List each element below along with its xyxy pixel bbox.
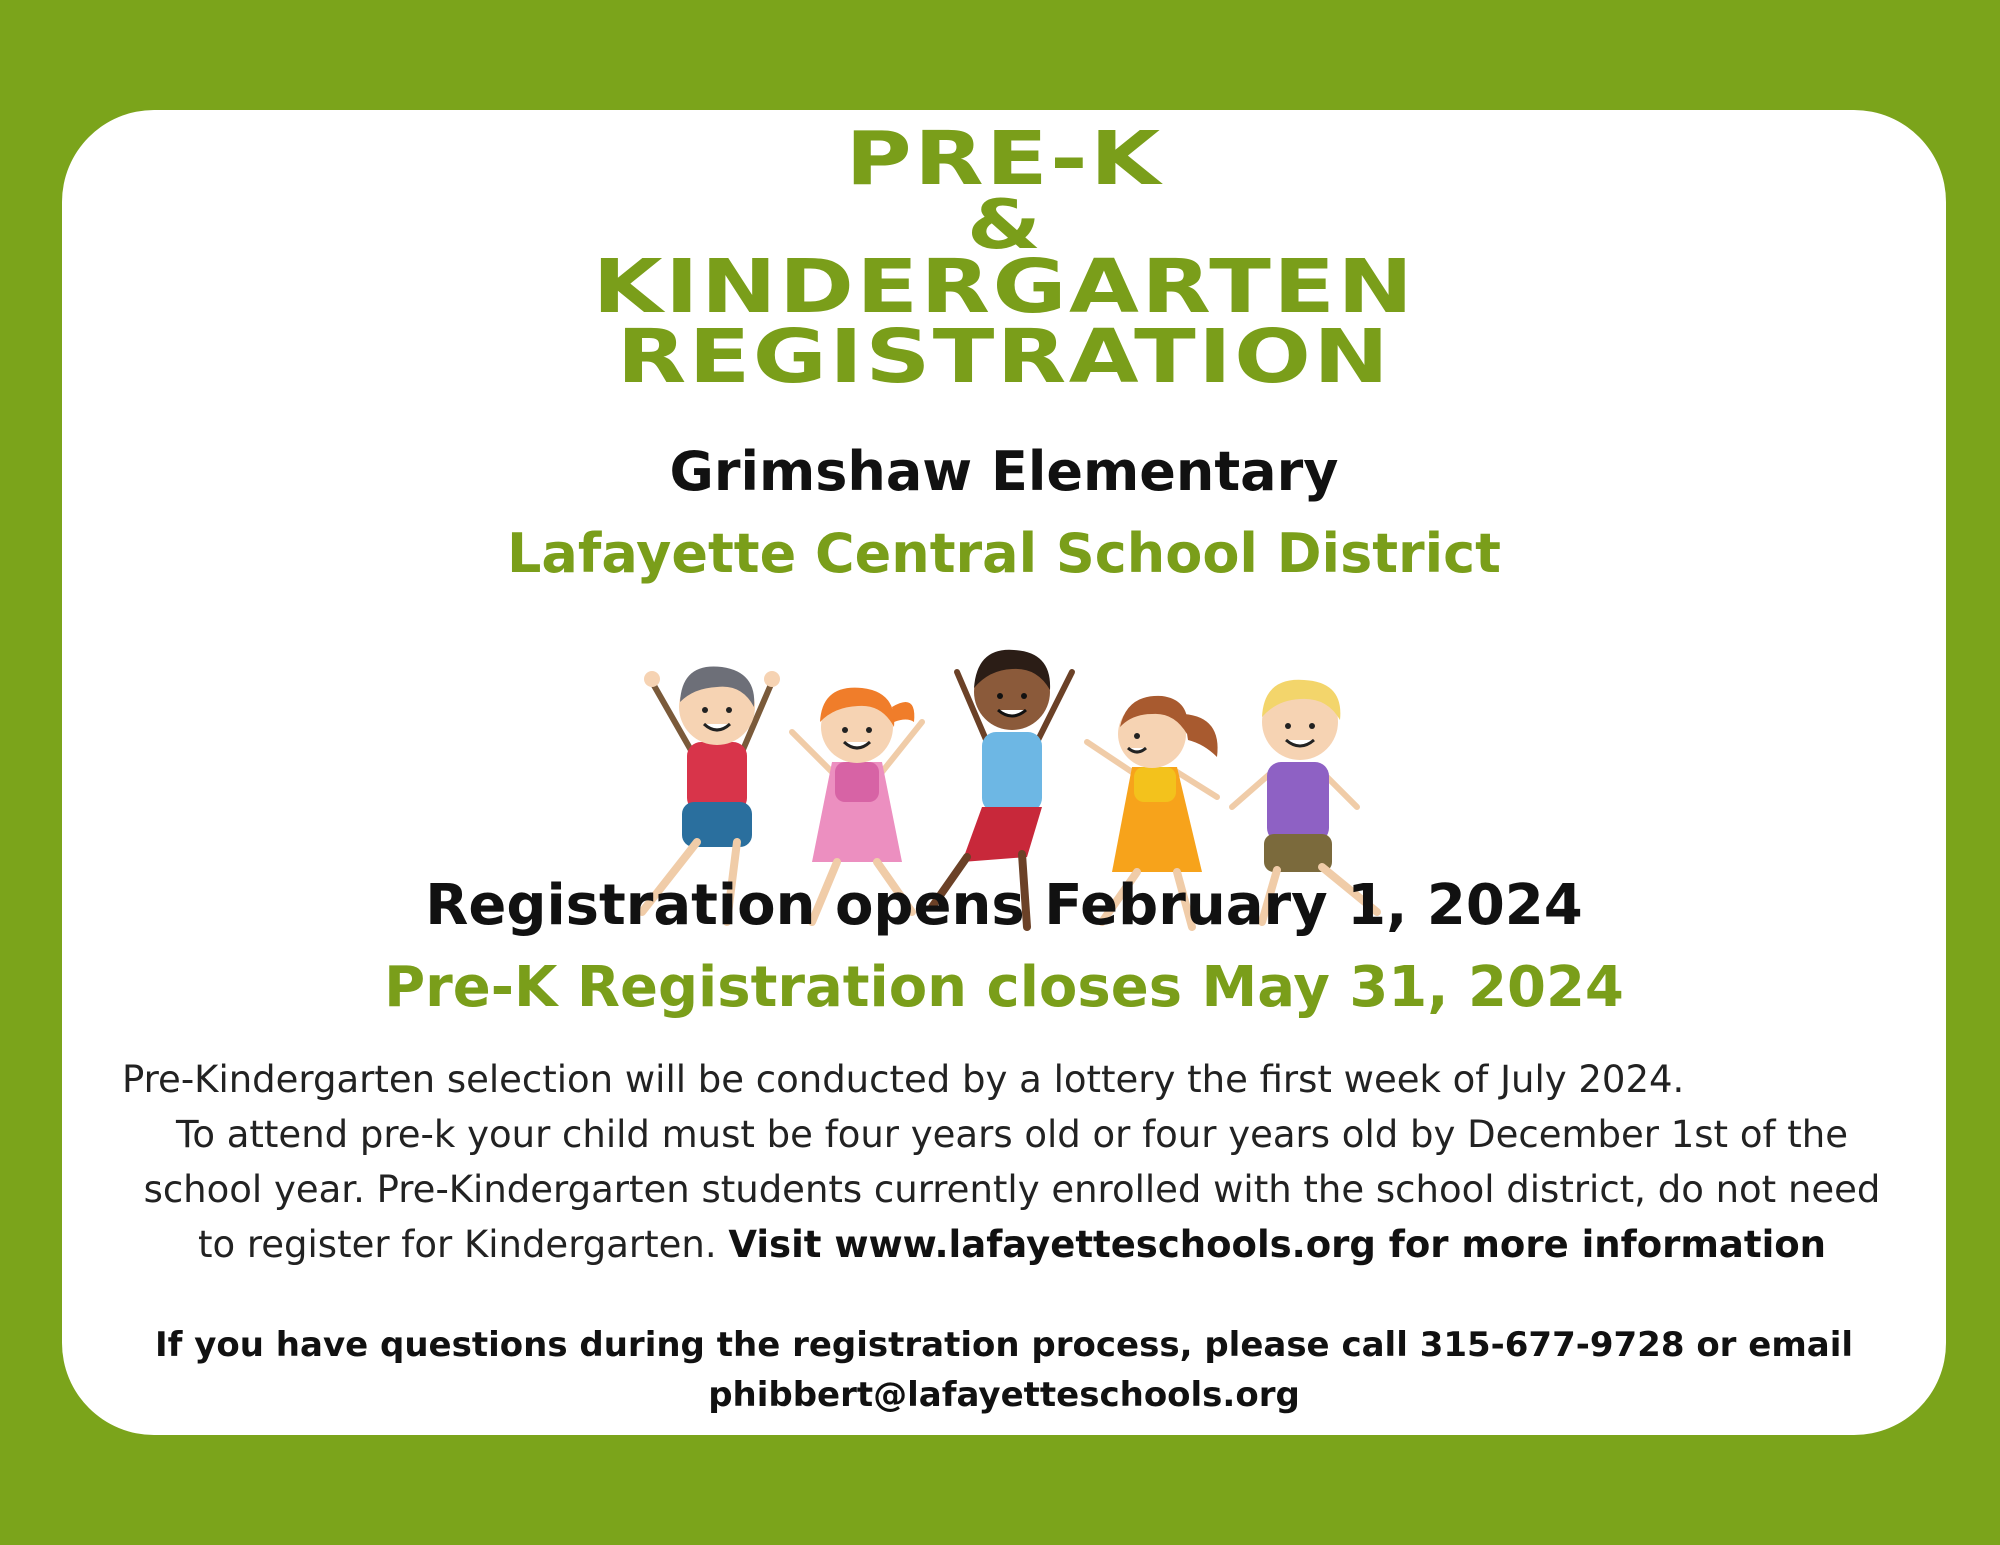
visit-website-text: Visit www.lafayetteschools.org for more information: [728, 1223, 1827, 1266]
contact-email: phibbert@lafayetteschools.org: [708, 1375, 1300, 1415]
heading-ampersand: &: [966, 186, 1042, 265]
registration-closes: Pre-K Registration closes May 31, 2024: [384, 955, 1624, 1020]
heading-registration: REGISTRATION: [616, 314, 1392, 400]
heading-prek: PRE-K: [845, 116, 1163, 202]
eligibility-text: To attend pre-k your child must be four years old or four years old by December 1st of the school year. Pre-Kindergarten students currently enrolled with the school district, do not need to register for Kindergarten.: [143, 1113, 1881, 1266]
heading-kindergarten: KINDERGARTEN: [592, 244, 1416, 330]
lottery-text: Pre-Kindergarten selection will be conducted by a lottery the first week of July 2024.: [122, 1058, 1685, 1101]
district-name: Lafayette Central School District: [507, 522, 1501, 585]
contact-block: [122, 1320, 1886, 1420]
contact-text: If you have questions during the registration process, please call 315-677-9728 or email: [154, 1325, 1854, 1365]
flyer-card: [62, 110, 1946, 1435]
school-name: Grimshaw Elementary: [669, 440, 1339, 503]
eligibility-paragraph: [132, 1107, 1892, 1272]
registration-opens: Registration opens February 1, 2024: [425, 873, 1583, 938]
